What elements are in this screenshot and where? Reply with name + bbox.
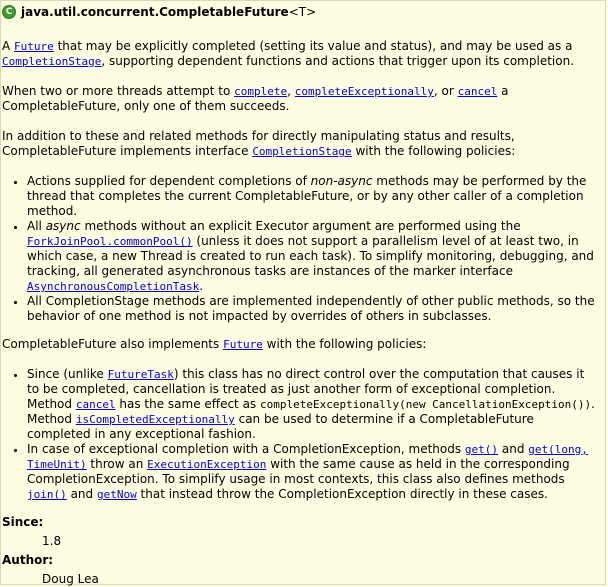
text: Since (unlike xyxy=(27,367,108,381)
text: All CompletionStage methods are implemented independently of other public methods, so the behavior of one method is not impacted by overrides of others in subclasses. xyxy=(27,294,595,323)
link-complete[interactable]: complete xyxy=(234,85,288,98)
link-asynchronouscompletiontask[interactable]: AsynchronousCompletionTask xyxy=(27,280,200,293)
link-future[interactable]: Future xyxy=(14,40,54,53)
text: a CompletableFuture, only one of them succeeds. xyxy=(2,84,509,113)
text: , supporting dependent functions and actions that trigger upon its completion. xyxy=(101,54,575,68)
code-snippet: completeExceptionally(new CancellationException()) xyxy=(260,398,592,411)
link-cancel[interactable]: cancel xyxy=(457,85,498,98)
text: , xyxy=(287,84,295,98)
text: , or xyxy=(433,84,458,98)
text: with the following policies: xyxy=(262,337,427,351)
text: CompletableFuture also implements xyxy=(2,337,224,351)
completionstage-policy-list xyxy=(2,174,599,324)
emphasis: async xyxy=(45,219,81,233)
link-forkjoinpool-commonpool[interactable]: ForkJoinPool.commonPool() xyxy=(27,235,193,248)
author-value: Doug Lea xyxy=(42,572,99,586)
text: (unless it does not support a parallelism level of at least two, in which case, a new Thread is created to run each task). To simplify monitoring, debugging, and tracking, all generated asynchronous tasks are instances of the marker interface xyxy=(27,234,594,278)
emphasis: non-async xyxy=(310,174,373,188)
text: ) this class has no direct control over the computation that causes it to be completed, cancellation is treated as just another form of exceptional completion. Method xyxy=(27,367,585,411)
link-futuretask[interactable]: FutureTask xyxy=(107,368,174,381)
link-get[interactable]: get() xyxy=(464,443,499,456)
class-title xyxy=(21,5,316,20)
text: with the following policies: xyxy=(351,144,516,158)
description-paragraph-1 xyxy=(2,39,599,69)
text: that instead throw the CompletionException directly in these cases. xyxy=(136,487,548,501)
class-icon: C xyxy=(2,5,16,19)
text: has the same effect as xyxy=(115,397,260,411)
text: that may be explicitly completed (setting its value and status), and may be used as a xyxy=(53,39,573,53)
link-get-long-timeunit[interactable]: get(long, TimeUnit) xyxy=(27,443,588,471)
list-item xyxy=(27,294,599,324)
description-paragraph-3 xyxy=(2,129,599,159)
link-executionexception[interactable]: ExecutionException xyxy=(147,458,267,471)
link-completionstage[interactable]: CompletionStage xyxy=(2,55,102,68)
list-item xyxy=(27,367,599,442)
link-join[interactable]: join() xyxy=(27,488,67,501)
text: can be used to determine if a CompletableFuture completed in any exceptional fashion. xyxy=(27,412,534,441)
text: A xyxy=(2,39,15,53)
text: . Method xyxy=(27,397,595,426)
description-paragraph-4 xyxy=(2,337,599,352)
link-cancel[interactable]: cancel xyxy=(75,398,116,411)
future-policy-list xyxy=(2,367,599,502)
description-paragraph-2 xyxy=(2,84,599,114)
link-iscompletedexceptionally[interactable]: isCompletedExceptionally xyxy=(75,413,235,426)
since-label: Since: xyxy=(2,515,44,529)
text: throw an xyxy=(86,457,148,471)
text: with the same cause as held in the corresponding CompletionException. To simplify usage in most contexts, this class also defines methods xyxy=(27,457,570,486)
list-item xyxy=(27,219,599,294)
text: All xyxy=(27,219,46,233)
link-future[interactable]: Future xyxy=(223,338,263,351)
text: Actions supplied for dependent completions of xyxy=(27,174,311,188)
list-item xyxy=(27,174,599,219)
javadoc-header xyxy=(2,3,599,21)
text: In addition to these and related methods for directly manipulating status and results, CompletableFuture implements interface xyxy=(2,129,515,158)
link-completionstage[interactable]: CompletionStage xyxy=(252,145,352,158)
text: methods without an explicit Executor argument are performed using the xyxy=(80,219,521,233)
text: and xyxy=(66,487,97,501)
text: . xyxy=(199,279,204,293)
link-getnow[interactable]: getNow xyxy=(96,488,137,501)
text: and xyxy=(498,442,529,456)
link-completeexceptionally[interactable]: completeExceptionally xyxy=(294,85,434,98)
text: methods may be performed by the thread that completes the current CompletableFuture, or by any other caller of a completion method. xyxy=(27,174,587,218)
since-value: 1.8 xyxy=(42,534,62,548)
text: When two or more threads attempt to xyxy=(2,84,235,98)
list-item xyxy=(27,442,599,502)
author-label: Author: xyxy=(2,553,54,567)
class-name: java.util.concurrent.CompletableFuture xyxy=(21,4,289,19)
class-generic: <T> xyxy=(288,4,317,19)
text: In case of exceptional completion with a CompletionException, methods xyxy=(27,442,465,456)
